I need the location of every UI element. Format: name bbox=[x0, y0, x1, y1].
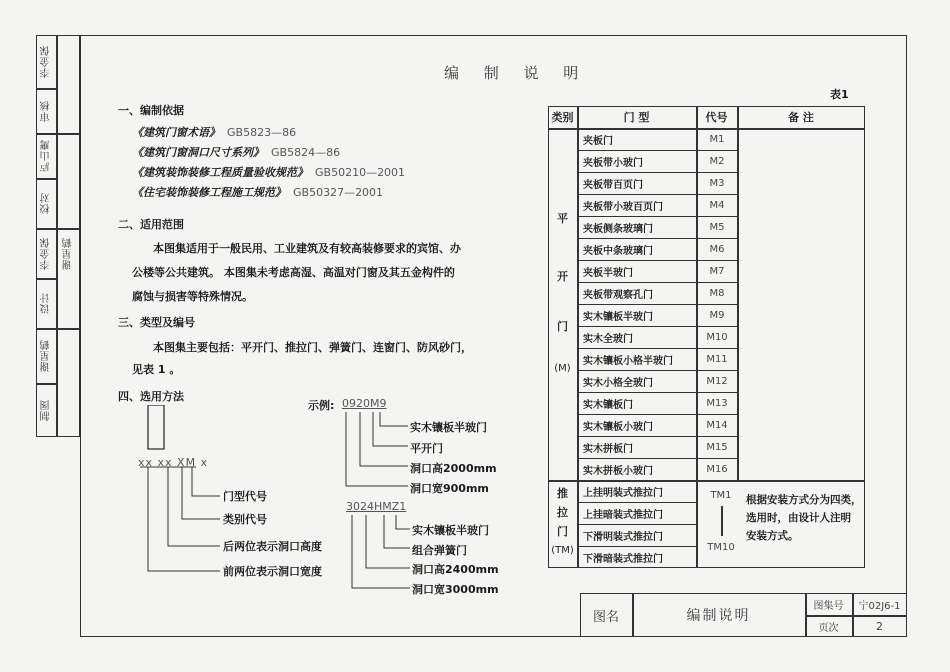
atlas-label: 图集号 bbox=[813, 600, 844, 612]
paragraph-line: 见表 1 。 bbox=[132, 363, 181, 376]
door-type-code: M9 bbox=[709, 309, 725, 321]
reference-item: 《建筑门窗洞口尺寸系列》 GB5824—86 bbox=[132, 146, 341, 159]
signature-name: 谢星鹤 bbox=[62, 236, 74, 270]
code-range-to: TM10 bbox=[707, 541, 735, 553]
category-cell: (TM) bbox=[551, 544, 574, 556]
example1-leaders bbox=[340, 412, 410, 492]
door-type-code: M15 bbox=[706, 441, 728, 453]
door-type-name: 实木镶板半玻门 bbox=[583, 311, 653, 323]
paragraph-line: 腐蚀与损害等特殊情况。 bbox=[132, 290, 253, 303]
note-line: 选用时，由设计人注明 bbox=[746, 512, 851, 524]
example-label: 实木镶板半玻门 bbox=[410, 421, 487, 434]
example-code: 3024HMZ1 bbox=[346, 500, 407, 513]
category-cell: 开 bbox=[557, 270, 568, 283]
table-caption: 表1 bbox=[830, 88, 849, 101]
door-type-code: M7 bbox=[709, 265, 725, 277]
door-type-name: 夹板带百页门 bbox=[583, 179, 643, 191]
section-heading: 二、适用范围 bbox=[118, 218, 184, 231]
example-prefix: 示例: bbox=[308, 399, 335, 412]
signature-name: 庐山鹰 bbox=[40, 139, 52, 172]
door-type-name: 实木全玻门 bbox=[583, 333, 633, 345]
example-label: 实木镶板半玻门 bbox=[412, 524, 489, 537]
door-type-name: 实木拼板门 bbox=[583, 443, 633, 455]
door-type-name: 实木小格全玻门 bbox=[583, 377, 653, 389]
door-type-code: M2 bbox=[709, 155, 725, 167]
door-type-code: M14 bbox=[706, 419, 728, 431]
example-label: 平开门 bbox=[410, 442, 443, 455]
atlas-value: 宁02J6-1 bbox=[858, 600, 901, 612]
door-type-name: 上挂明装式推拉门 bbox=[583, 487, 663, 499]
checker-label: 校对 bbox=[40, 192, 52, 214]
door-type-name: 夹板带小玻百页门 bbox=[583, 201, 663, 213]
table-header: 代号 bbox=[705, 111, 728, 124]
category-cell: (M) bbox=[554, 362, 571, 374]
example-label: 洞口宽3000mm bbox=[412, 583, 499, 596]
legend-label: 类别代号 bbox=[223, 513, 267, 526]
drafter-label: 制图 bbox=[40, 399, 52, 421]
door-type-name: 下滑明装式推拉门 bbox=[583, 531, 663, 543]
section-heading: 三、类型及编号 bbox=[118, 316, 195, 329]
door-type-code: M6 bbox=[709, 243, 725, 255]
door-type-name: 夹板带小玻门 bbox=[583, 157, 643, 169]
category-cell: 拉 bbox=[557, 506, 568, 519]
page-value: 2 bbox=[876, 619, 883, 633]
note-line: 安装方式。 bbox=[746, 530, 799, 542]
section-heading: 四、选用方法 bbox=[118, 390, 184, 403]
titleblock-label: 图名 bbox=[592, 609, 619, 625]
legend-label: 门型代号 bbox=[223, 490, 267, 503]
door-type-name: 实木拼板小玻门 bbox=[583, 465, 653, 477]
door-type-code: M10 bbox=[706, 331, 728, 343]
legend-pattern: xx xx XM x bbox=[138, 456, 209, 469]
door-type-name: 实木镶板门 bbox=[583, 399, 633, 411]
reference-item: 《建筑门窗术语》 GB5823—86 bbox=[132, 126, 297, 139]
door-type-code: M1 bbox=[709, 133, 725, 145]
category-cell: 推 bbox=[557, 487, 568, 500]
table-header: 类别 bbox=[551, 111, 574, 124]
paragraph-line: 本图集主要包括：平开门、推拉门、弹簧门、连窗门、防风砂门， bbox=[153, 341, 472, 354]
example-label: 洞口高2000mm bbox=[410, 462, 497, 475]
door-type-name: 上挂暗装式推拉门 bbox=[583, 509, 663, 521]
door-type-code: M4 bbox=[709, 199, 725, 211]
signature-name: 李金保 bbox=[40, 236, 52, 270]
table-header: 备 注 bbox=[788, 111, 814, 124]
page-title: 编 制 说 明 bbox=[444, 64, 589, 82]
example2-leaders bbox=[344, 515, 414, 595]
code-range-from: TM1 bbox=[710, 489, 732, 501]
page-label: 页次 bbox=[818, 622, 839, 634]
titleblock-name: 编制说明 bbox=[686, 608, 751, 624]
door-type-name: 夹板半玻门 bbox=[583, 267, 633, 279]
example-label: 组合弹簧门 bbox=[412, 544, 467, 557]
table-header: 门 型 bbox=[623, 111, 650, 124]
designer-label: 设计 bbox=[40, 292, 52, 314]
door-type-code: M12 bbox=[706, 375, 728, 387]
example-label: 洞口高2400mm bbox=[412, 563, 499, 576]
door-type-name: 实木镶板小格半玻门 bbox=[583, 355, 673, 367]
category-cell: 门 bbox=[557, 320, 568, 333]
reference-item: 《住宅装饰装修工程施工规范》 GB50327—2001 bbox=[132, 186, 384, 199]
door-type-name: 夹板侧条玻璃门 bbox=[583, 223, 653, 235]
door-type-code: M16 bbox=[706, 463, 728, 475]
paragraph-line: 公楼等公共建筑。 本图集未考虑高湿、高温对门窗及其五金构件的 bbox=[132, 266, 455, 279]
signature-name: 李金保 bbox=[40, 45, 52, 78]
note-line: 根据安装方式分为四类， bbox=[746, 494, 862, 506]
paragraph-line: 本图集适用于一般民用、工业建筑及有较高装修要求的宾馆、办 bbox=[153, 242, 461, 255]
example-code: 0920M9 bbox=[342, 397, 387, 410]
reviewer-label: 审核 bbox=[40, 99, 52, 122]
door-type-name: 下滑暗装式推拉门 bbox=[583, 553, 663, 565]
category-cell: 门 bbox=[557, 525, 568, 538]
legend-label: 后两位表示洞口高度 bbox=[223, 540, 322, 553]
door-type-name: 夹板门 bbox=[583, 135, 613, 147]
door-type-name: 夹板带观察孔门 bbox=[583, 289, 653, 301]
door-type-name: 夹板中条玻璃门 bbox=[583, 245, 653, 257]
signature-name: 谢星鹤 bbox=[40, 339, 52, 372]
door-type-code: M11 bbox=[706, 353, 728, 365]
door-type-code: M8 bbox=[709, 287, 725, 299]
door-type-code: M13 bbox=[706, 397, 728, 409]
category-cell: 平 bbox=[557, 212, 568, 225]
reference-item: 《建筑装饰装修工程质量验收规范》 GB50210—2001 bbox=[132, 166, 406, 179]
section-heading: 一、编制依据 bbox=[118, 104, 184, 117]
door-type-code: M5 bbox=[709, 221, 725, 233]
legend-label: 前两位表示洞口宽度 bbox=[223, 565, 322, 578]
example-label: 洞口宽900mm bbox=[410, 482, 489, 495]
door-type-name: 实木镶板小玻门 bbox=[583, 421, 653, 433]
door-type-code: M3 bbox=[709, 177, 725, 189]
